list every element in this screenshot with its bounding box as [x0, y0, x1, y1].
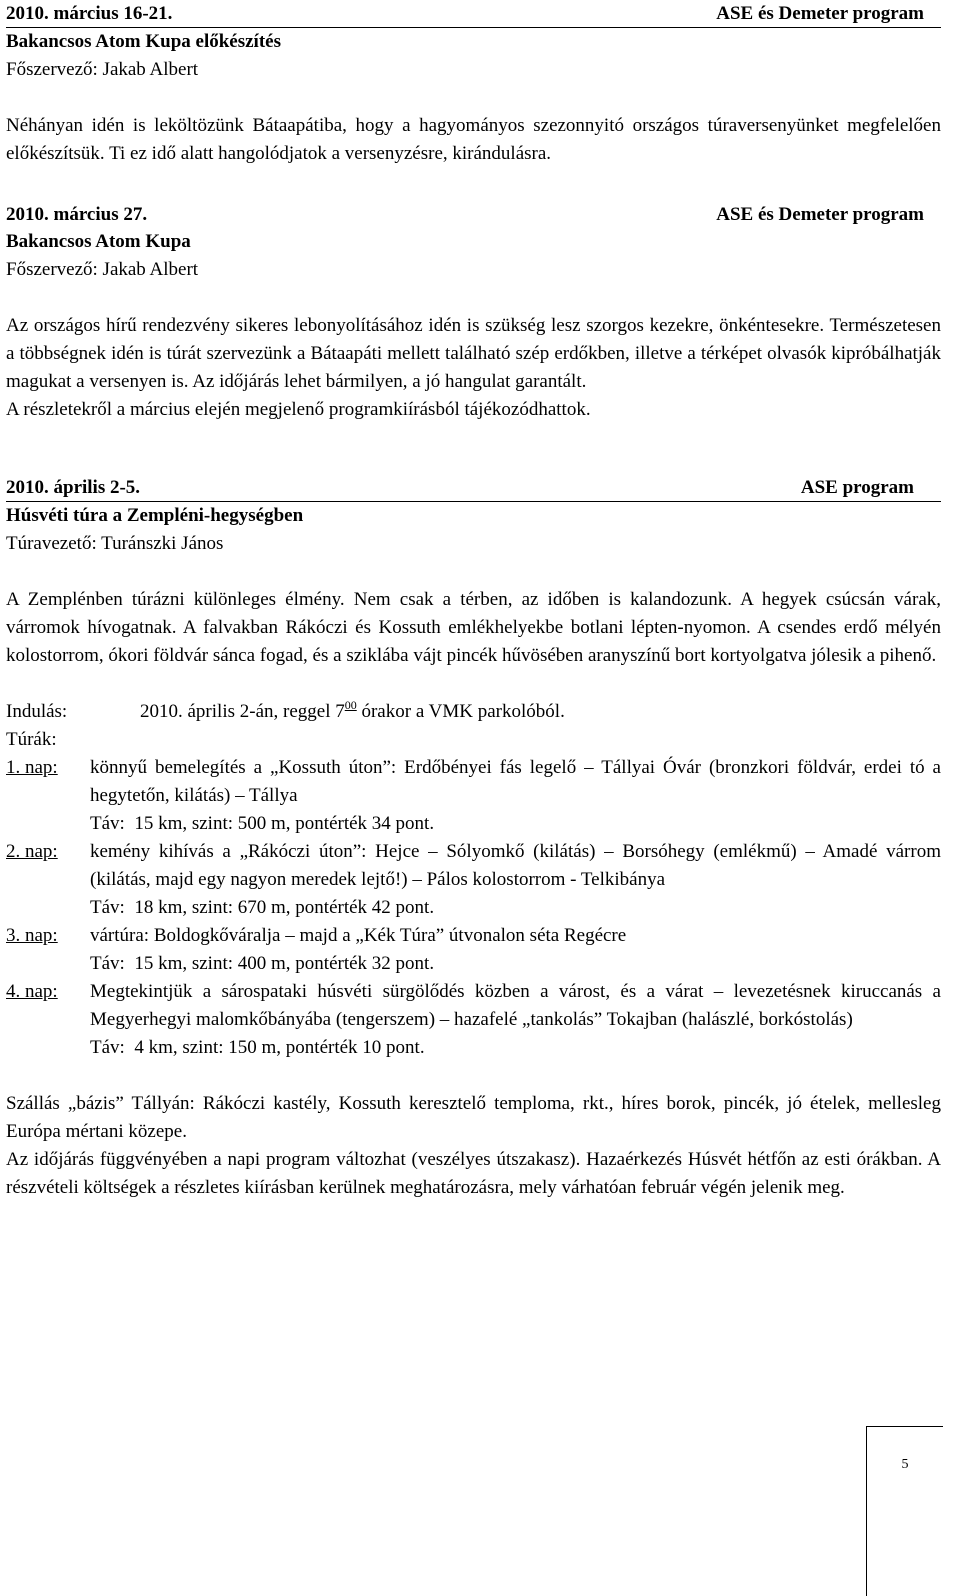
- event-description: Néhányan idén is leköltözünk Bátaapátiba, hogy a hagyományos szezonnyitó országos túraversenyünket megfelelően előkészítsük. Ti ez idő alatt hangolódjatok a versenyzésre, kirándulásra.: [6, 115, 941, 164]
- day-text: vártúra: Boldogkőváralja – majd a „Kék Túra” útvonalon séta Regécre: [90, 925, 627, 946]
- document-page: [6, 0, 941, 1202]
- event-organizer: Főszervező: Jakab Albert: [6, 59, 199, 80]
- day-label: 3. nap:: [6, 925, 58, 946]
- day-text: könnyű bemelegítés a „Kossuth úton”: Erdőbényei fás legelő – Tállyai Óvár (bronzkori földvár, erdei tó a hegytetőn, kilátás) – Tállya: [90, 757, 941, 806]
- day-label: 1. nap:: [6, 757, 58, 778]
- day-stats: Táv: 18 km, szint: 670 m, pontérték 42 pont.: [90, 897, 435, 918]
- event-date: 2010. március 16-21.: [6, 3, 173, 24]
- day-stats: Táv: 4 km, szint: 150 m, pontérték 10 pont.: [90, 1037, 425, 1058]
- event-program: ASE és Demeter program: [716, 204, 924, 225]
- departure-label: Indulás:: [6, 701, 68, 722]
- event-3: [6, 474, 941, 1202]
- event-program: ASE program: [800, 477, 914, 498]
- departure-row: [6, 698, 941, 726]
- day-row: [6, 754, 941, 838]
- event-2: [6, 201, 941, 424]
- event-description: Az országos hírű rendezvény sikeres lebonyolításához idén is szükség lesz szorgos kezekre, önkéntesekre. Természetesen a többségnek idén is túrát szervezünk a Bátaapáti mellett található szép erdőkben, illetve a térképet olvasók kipróbálhatják magukat a versenyen is. Az időjárás lehet bármilyen, a jó hangulat garantált.: [6, 315, 941, 392]
- day-row: [6, 978, 941, 1062]
- departure-text: 2010. április 2-án, reggel $7^{00}$ órakor a VMK parkolóból.: [140, 698, 565, 722]
- event-description: A Zemplénben túrázni különleges élmény. Nem csak a térben, az időben is kalandozunk. A hegyek csúcsán várak, várromok hívogatnak. A falvakban Rákóczi és Kossuth emlékhelyekbe botlani lépten-nyomon. A csendes erdő mélyén kolostorrom, ókori földvár sánca fogad, és a sziklába vájt pincék hűvösében aranyszínű bort kortyolgatva jólesik a pihenő.: [6, 589, 941, 666]
- event-program: ASE és Demeter program: [716, 3, 924, 24]
- day-row: [6, 838, 941, 922]
- event-1: [6, 0, 941, 168]
- event-header: [6, 474, 941, 502]
- page-number: 5: [901, 1457, 909, 1472]
- event-title: Húsvéti túra a Zempléni-hegységben: [6, 505, 304, 526]
- event-date: 2010. március 27.: [6, 204, 148, 225]
- event-title: Bakancsos Atom Kupa előkészítés: [6, 31, 281, 52]
- day-row: [6, 922, 941, 978]
- event-organizer: Túravezető: Turánszki János: [6, 533, 224, 554]
- day-label: 4. nap:: [6, 981, 58, 1002]
- event-header: [6, 0, 941, 28]
- day-label: 2. nap:: [6, 841, 58, 862]
- tours-label: Túrák:: [6, 729, 57, 750]
- page-number-box: [866, 1426, 943, 1596]
- event-description: A részletekről a március elején megjelenő programkiírásból tájékozódhattok.: [6, 399, 591, 420]
- day-stats: Táv: 15 km, szint: 400 m, pontérték 32 pont.: [90, 953, 435, 974]
- closing-text: Az időjárás függvényében a napi program változhat (veszélyes útszakasz). Hazaérkezés Húsvét hétfőn az esti órákban. A részvételi költségek a részletes kiírásban kerülnek meghatározásra, mely várhatóan február végén jelenik meg.: [6, 1149, 941, 1198]
- closing-text: Szállás „bázis” Tállyán: Rákóczi kastély, Kossuth keresztelő temploma, rkt., híres borok, pincék, jó ételek, mellesleg Európa mértani közepe.: [6, 1093, 941, 1142]
- day-text: kemény kihívás a „Rákóczi úton”: Hejce – Sólyomkő (kilátás) – Borsóhegy (emlékmű) – Amadé várrom (kilátás, majd egy nagyon meredek lejtő!) – Pálos kolostorrom - Telkibánya: [90, 841, 941, 890]
- event-date: 2010. április 2-5.: [6, 477, 141, 498]
- day-text: Megtekintjük a sárospataki húsvéti sürgölődés közben a várost, és a várat – levezetésnek kiruccanás a Megyerhegyi malomkőbányába (tengerszem) – hazafelé „tankolás” Tokajban (halászlé, borkóstolás): [90, 981, 941, 1030]
- day-stats: Táv: 15 km, szint: 500 m, pontérték 34 pont.: [90, 813, 435, 834]
- event-header: [6, 201, 941, 228]
- event-title: Bakancsos Atom Kupa: [6, 231, 191, 252]
- event-organizer: Főszervező: Jakab Albert: [6, 259, 199, 280]
